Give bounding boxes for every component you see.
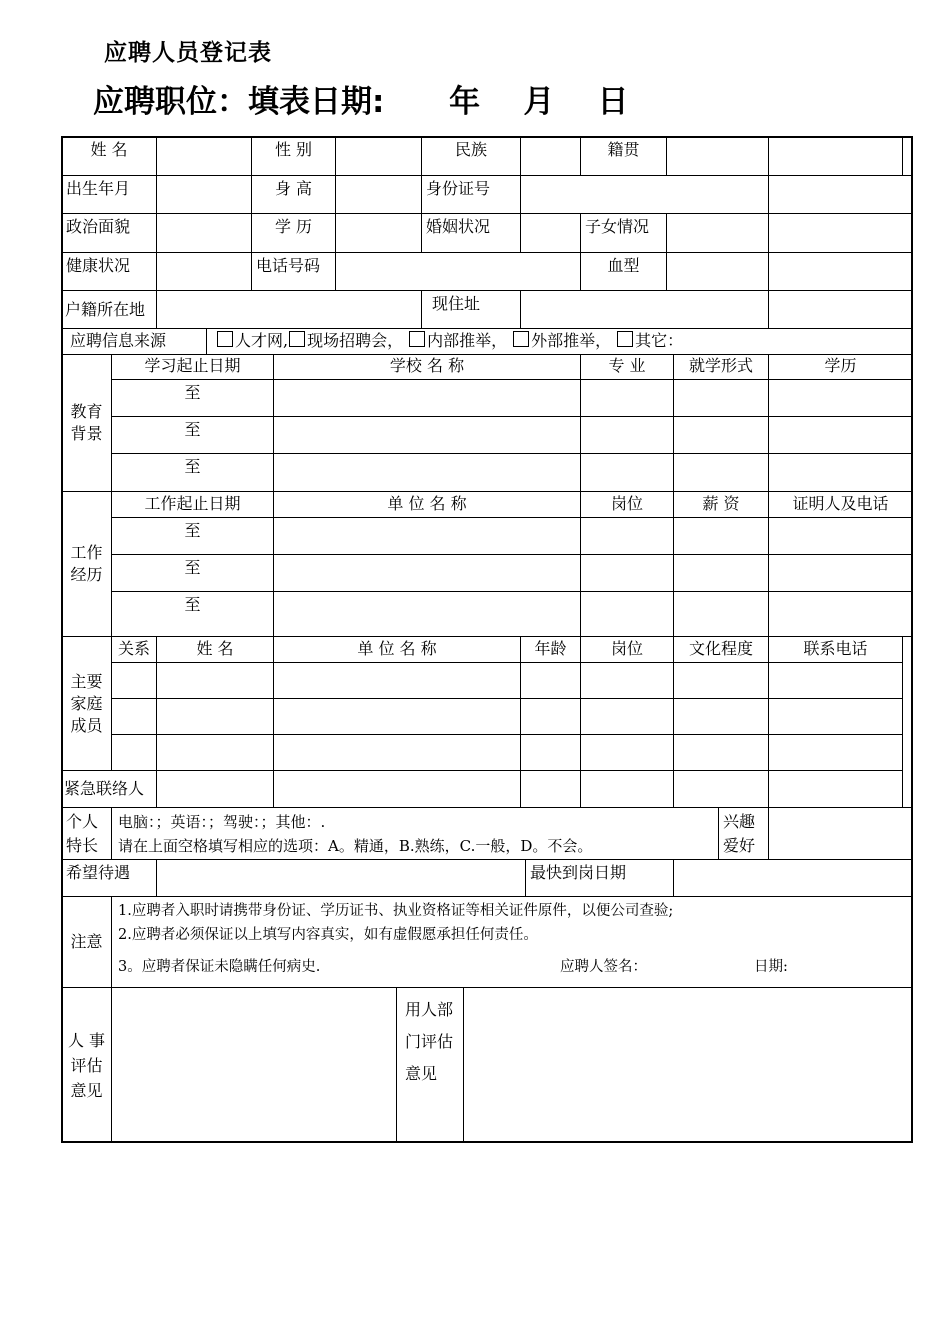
input-health[interactable] xyxy=(156,252,252,291)
work-row-2-company[interactable] xyxy=(273,554,581,592)
input-dept-evaluation[interactable] xyxy=(463,987,913,1143)
work-row-3-position[interactable] xyxy=(580,591,674,637)
label-skills: 个人特长 xyxy=(61,807,112,860)
signature-date-label: 日期: xyxy=(754,959,788,975)
work-header-company: 单 位 名 称 xyxy=(273,491,581,518)
family-row-3-age[interactable] xyxy=(520,734,581,771)
label-work-section: 工作经历 xyxy=(61,491,112,637)
edu-row-3-major[interactable] xyxy=(580,453,674,492)
input-start-date[interactable] xyxy=(673,859,913,897)
label-notes: 注意 xyxy=(61,896,112,988)
label-phone: 电话号码 xyxy=(251,252,336,291)
family-header-company: 单 位 名 称 xyxy=(273,636,521,663)
work-row-3-salary[interactable] xyxy=(673,591,769,637)
work-header-position: 岗位 xyxy=(580,491,674,518)
edu-row-2-dates[interactable]: 至 xyxy=(111,416,274,454)
work-row-2-position[interactable] xyxy=(580,554,674,592)
input-height[interactable] xyxy=(335,175,422,214)
label-interest: 兴趣爱好 xyxy=(718,807,769,860)
family-row-1-position[interactable] xyxy=(580,662,674,699)
family-row-2-name[interactable] xyxy=(156,698,274,735)
emergency-phone[interactable] xyxy=(768,770,903,808)
family-row-1-name[interactable] xyxy=(156,662,274,699)
work-row-3-reference[interactable] xyxy=(768,591,913,637)
work-header-reference: 证明人及电话 xyxy=(768,491,913,518)
label-ethnicity: 民族 xyxy=(421,136,521,176)
input-education[interactable] xyxy=(335,213,422,253)
input-address-extra[interactable] xyxy=(768,290,913,329)
family-row-3-phone[interactable] xyxy=(768,734,903,771)
input-blood[interactable] xyxy=(666,252,769,291)
position-date-line: 应聘职位：填表日期: 年 月 日 xyxy=(93,84,629,120)
family-row-3-company[interactable] xyxy=(273,734,521,771)
notes-line-2: 2.应聘者必须保证以上填写内容真实，如有虚假愿承担任何责任。 xyxy=(118,927,538,943)
input-children[interactable] xyxy=(666,213,769,253)
family-row-3-name[interactable] xyxy=(156,734,274,771)
input-expected-salary[interactable] xyxy=(156,859,526,897)
option-job-fair: 现场招聘会， xyxy=(307,331,404,350)
label-start-date: 最快到岗日期 xyxy=(525,859,674,897)
family-row-1-company[interactable] xyxy=(273,662,521,699)
family-row-2-position[interactable] xyxy=(580,698,674,735)
option-external-referral: 外部推举， xyxy=(531,331,612,350)
work-row-3-company[interactable] xyxy=(273,591,581,637)
notes-content xyxy=(111,896,913,988)
family-row-1-relation[interactable] xyxy=(111,662,157,699)
label-household: 户籍所在地 xyxy=(61,290,157,329)
family-row-3-education[interactable] xyxy=(673,734,769,771)
label-expected-salary: 希望待遇 xyxy=(61,859,157,897)
work-row-1-reference[interactable] xyxy=(768,517,913,555)
emergency-position[interactable] xyxy=(580,770,674,808)
edu-row-1-degree[interactable] xyxy=(768,379,913,417)
checkbox-job-fair[interactable] xyxy=(289,331,305,347)
emergency-company[interactable] xyxy=(273,770,521,808)
work-row-3-dates[interactable]: 至 xyxy=(111,591,274,637)
family-header-position: 岗位 xyxy=(580,636,674,663)
family-row-1-education[interactable] xyxy=(673,662,769,699)
label-id-number: 身份证号 xyxy=(421,175,521,214)
work-row-1-position[interactable] xyxy=(580,517,674,555)
option-other: 其它： xyxy=(635,331,684,350)
edu-header-degree: 学历 xyxy=(768,354,913,380)
family-header-name: 姓 名 xyxy=(156,636,274,663)
emergency-name[interactable] xyxy=(156,770,274,808)
edu-header-major: 专 业 xyxy=(580,354,674,380)
work-row-2-salary[interactable] xyxy=(673,554,769,592)
label-birth: 出生年月 xyxy=(61,175,157,214)
label-political: 政治面貌 xyxy=(61,213,157,253)
label-hr-evaluation: 人 事评估意见 xyxy=(61,987,112,1143)
photo-box-4 xyxy=(768,252,913,291)
checkbox-other[interactable] xyxy=(617,331,633,347)
edu-header-mode: 就学形式 xyxy=(673,354,769,380)
label-address: 现住址 xyxy=(421,290,521,329)
family-row-2-phone[interactable] xyxy=(768,698,903,735)
label-name: 姓 名 xyxy=(61,136,157,176)
label-height: 身 高 xyxy=(251,175,336,214)
family-header-phone: 联系电话 xyxy=(768,636,903,663)
skills-line-1: 电脑：；英语：；驾驶：；其他：. xyxy=(118,813,326,831)
label-health: 健康状况 xyxy=(61,252,157,291)
edu-header-dates: 学习起止日期 xyxy=(111,354,274,380)
edu-row-3-school[interactable] xyxy=(273,453,581,492)
label-native-place: 籍贯 xyxy=(580,136,667,176)
label-gender: 性 别 xyxy=(251,136,336,176)
form-title: 应聘人员登记表 xyxy=(104,40,272,66)
option-talent-site: 人才网, xyxy=(235,331,289,350)
emergency-education[interactable] xyxy=(673,770,769,808)
input-marital[interactable] xyxy=(520,213,581,253)
edu-row-1-major[interactable] xyxy=(580,379,674,417)
input-name[interactable] xyxy=(156,136,252,176)
edu-row-2-major[interactable] xyxy=(580,416,674,454)
label-emergency-contact: 紧急联络人 xyxy=(61,770,157,808)
photo-box xyxy=(768,136,903,176)
edu-row-2-mode[interactable] xyxy=(673,416,769,454)
family-header-age: 年龄 xyxy=(520,636,581,663)
checkbox-internal-referral[interactable] xyxy=(409,331,425,347)
work-row-1-company[interactable] xyxy=(273,517,581,555)
work-row-2-dates[interactable]: 至 xyxy=(111,554,274,592)
skills-content[interactable] xyxy=(111,807,719,860)
input-address[interactable] xyxy=(520,290,769,329)
input-birth[interactable] xyxy=(156,175,252,214)
label-education-section: 教育背景 xyxy=(61,354,112,492)
input-household[interactable] xyxy=(156,290,422,329)
label-family-section: 主要家庭成员 xyxy=(61,636,112,771)
work-row-1-salary[interactable] xyxy=(673,517,769,555)
work-row-1-dates[interactable]: 至 xyxy=(111,517,274,555)
family-row-3-position[interactable] xyxy=(580,734,674,771)
option-internal-referral: 内部推举， xyxy=(427,331,508,350)
work-row-2-reference[interactable] xyxy=(768,554,913,592)
family-row-1-age[interactable] xyxy=(520,662,581,699)
family-row-3-relation[interactable] xyxy=(111,734,157,771)
work-header-dates: 工作起止日期 xyxy=(111,491,274,518)
edu-row-3-mode[interactable] xyxy=(673,453,769,492)
skills-line-2: 请在上面空格填写相应的选项：A。精通，B.熟练，C.一般，D。不会。 xyxy=(118,837,593,855)
input-interest[interactable] xyxy=(768,807,913,860)
input-native-place[interactable] xyxy=(666,136,769,176)
checkbox-talent-site[interactable] xyxy=(217,331,233,347)
edu-row-2-degree[interactable] xyxy=(768,416,913,454)
edu-row-1-school[interactable] xyxy=(273,379,581,417)
input-phone[interactable] xyxy=(335,252,581,291)
notes-line-1: 1.应聘者入职时请携带身份证、学历证书、执业资格证等相关证件原件，以便公司查验; xyxy=(118,903,674,919)
family-row-2-age[interactable] xyxy=(520,698,581,735)
family-header-relation: 关系 xyxy=(111,636,157,663)
label-education: 学 历 xyxy=(251,213,336,253)
label-marital: 婚姻状况 xyxy=(421,213,521,253)
label-dept-evaluation: 用人部门评估意见 xyxy=(396,987,464,1143)
input-gender[interactable] xyxy=(335,136,422,176)
label-source: 应聘信息来源 xyxy=(61,328,207,355)
notes-line-3-row xyxy=(118,955,906,979)
label-children: 子女情况 xyxy=(580,213,667,253)
source-options xyxy=(206,328,913,355)
edu-header-school: 学校 名 称 xyxy=(273,354,581,380)
family-row-2-relation[interactable] xyxy=(111,698,157,735)
work-header-salary: 薪 资 xyxy=(673,491,769,518)
notes-line-3: 3。应聘者保证未隐瞒任何病史. xyxy=(118,959,321,975)
edu-row-1-dates[interactable]: 至 xyxy=(111,379,274,417)
edu-row-2-school[interactable] xyxy=(273,416,581,454)
input-hr-evaluation[interactable] xyxy=(111,987,397,1143)
family-row-2-company[interactable] xyxy=(273,698,521,735)
edu-row-3-dates[interactable]: 至 xyxy=(111,453,274,492)
edu-row-3-degree[interactable] xyxy=(768,453,913,492)
applicant-signature-label: 应聘人签名： xyxy=(560,959,647,975)
input-id-number[interactable] xyxy=(520,175,769,214)
label-blood: 血型 xyxy=(580,252,667,291)
family-header-education: 文化程度 xyxy=(673,636,769,663)
checkbox-external-referral[interactable] xyxy=(513,331,529,347)
family-row-2-education[interactable] xyxy=(673,698,769,735)
emergency-age[interactable] xyxy=(520,770,581,808)
edu-row-1-mode[interactable] xyxy=(673,379,769,417)
input-political[interactable] xyxy=(156,213,252,253)
input-ethnicity[interactable] xyxy=(520,136,581,176)
photo-box-3 xyxy=(768,213,913,253)
photo-box-2 xyxy=(768,175,913,214)
family-row-1-phone[interactable] xyxy=(768,662,903,699)
